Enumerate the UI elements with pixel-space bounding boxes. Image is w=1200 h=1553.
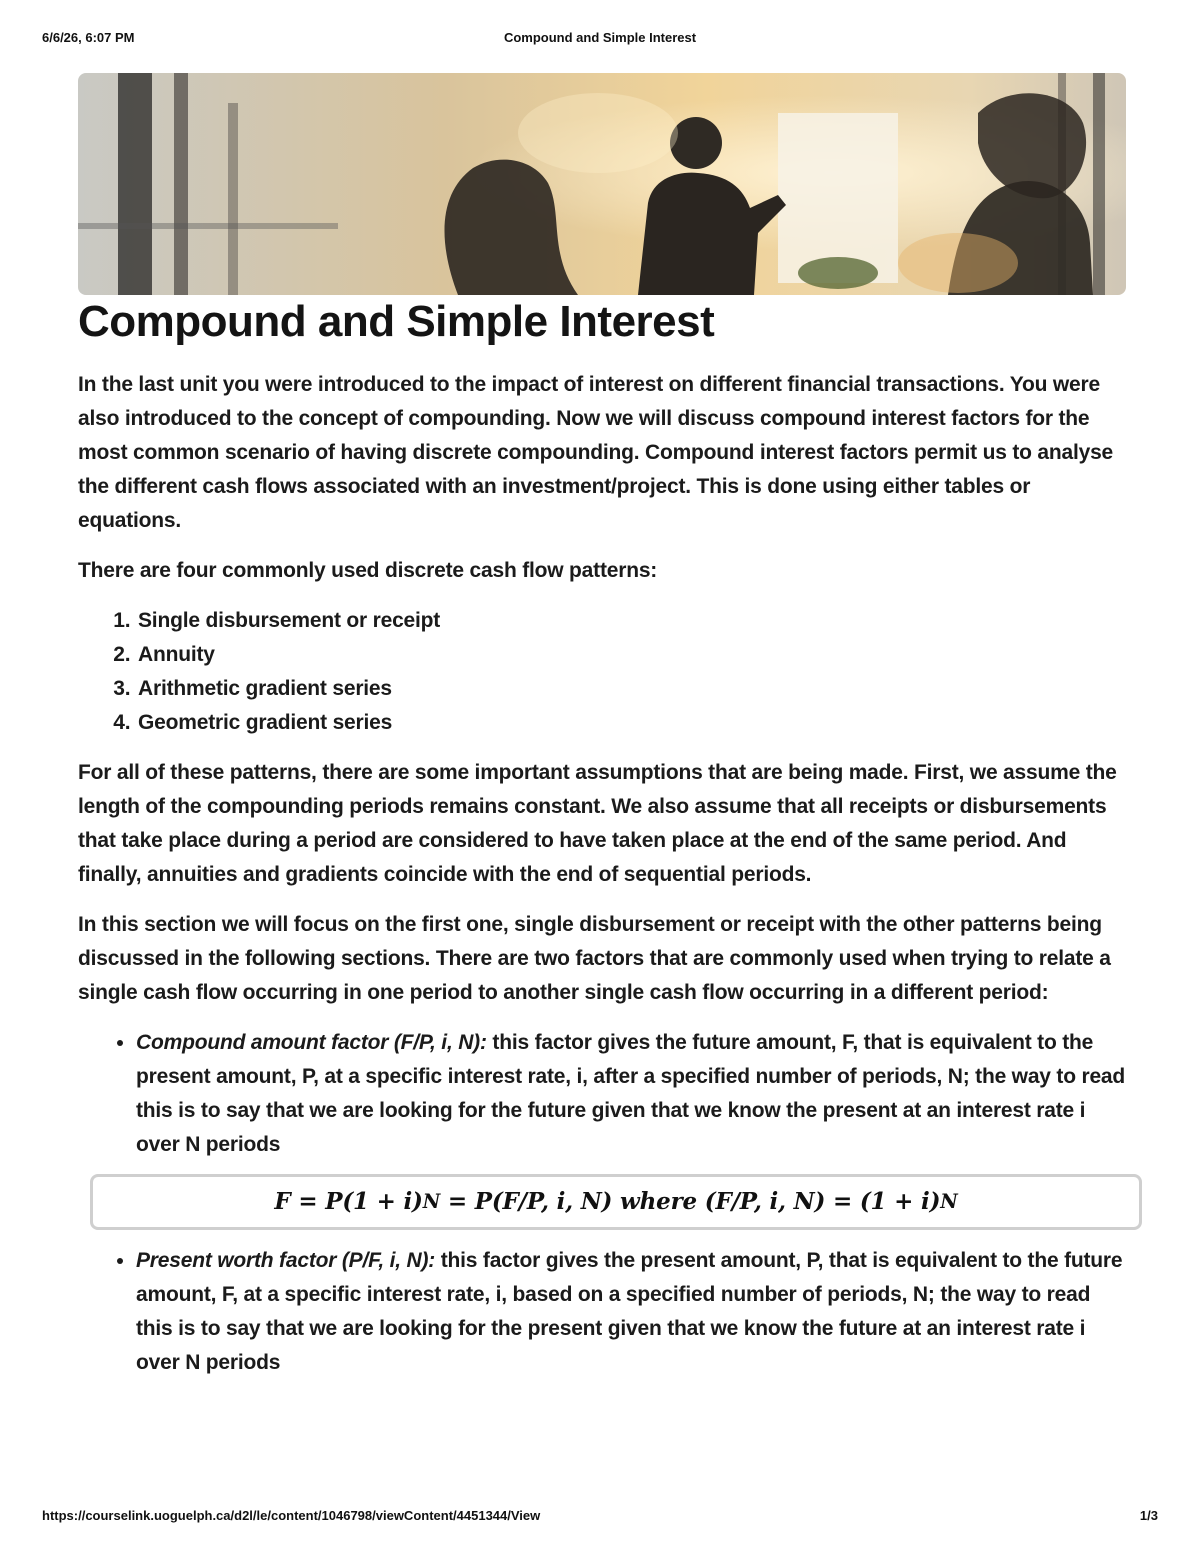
- list-item: [136, 1244, 1128, 1380]
- factor-description: this factor gives the future amount, F, that is equivalent to the present amount, P, at a specific interest rate, i, after a specified number of periods, N; the way to read this is to say that we are looking for the future given that we know the present at an interest rate i over N periods: [136, 1031, 1126, 1156]
- print-header: [42, 30, 1158, 50]
- print-footer: [42, 1508, 1158, 1528]
- focus-paragraph: In this section we will focus on the first one, single disbursement or receipt with the other patterns being discussed in the following sections. There are two factors that are commonly used when trying to relate a single cash flow occurring in one period to another single cash flow occurring in a different period:: [78, 913, 1111, 1004]
- article-content: [78, 294, 1128, 1392]
- intro-paragraph: In the last unit you were introduced to the impact of interest on different financial transactions. You were also introduced to the concept of compounding. Now we will discuss compound interest factors for the most common scenario of having discrete compounding. Compound interest factors permit us to analyse the different cash flows associated with an investment/project. This is done using either tables or equations.: [78, 373, 1114, 532]
- office-meeting-photo-icon: [78, 73, 1126, 295]
- list-item: 1. Single disbursement or receipt: [136, 604, 1128, 638]
- list-item: [136, 1026, 1128, 1162]
- print-date: 6/6/26, 6:07 PM: [42, 30, 135, 45]
- patterns-list: [78, 604, 1128, 740]
- page-title: Compound and Simple Interest: [78, 297, 715, 346]
- factor-term: Present worth factor (P/F, i, N):: [136, 1249, 436, 1272]
- list-item: 4. Geometric gradient series: [136, 706, 1128, 740]
- patterns-intro: There are four commonly used discrete cash flow patterns:: [78, 559, 658, 582]
- formula-exponent: N: [940, 1190, 958, 1213]
- print-title: Compound and Simple Interest: [503, 30, 697, 45]
- formula-main: F = P(1 + i): [274, 1188, 423, 1215]
- assumptions-paragraph: For all of these patterns, there are some important assumptions that are being made. First, we assume the length of the compounding periods remains constant. We also assume that all receipts or disbursements that take place during a period are considered to have taken place at the end of the same period. And finally, annuities and gradients coincide with the end of sequential periods.: [78, 761, 1117, 886]
- page-number: 1/3: [1139, 1508, 1158, 1523]
- factor-term: Compound amount factor (F/P, i, N):: [136, 1031, 487, 1054]
- factors-list: [78, 1244, 1128, 1380]
- banner-image: [78, 73, 1126, 295]
- list-item: 3. Arithmetic gradient series: [136, 672, 1128, 706]
- factors-list: [78, 1026, 1128, 1162]
- formula-rest: = P(F/P, i, N) where (F/P, i, N) = (1 + i): [440, 1188, 941, 1215]
- page-url: https://courselink.uoguelph.ca/d2l/le/content/1046798/viewContent/4451344/View: [42, 1508, 541, 1523]
- formula-box: [90, 1174, 1142, 1230]
- factor-description: this factor gives the present amount, P, that is equivalent to the future amount, F, at a specific interest rate, i, based on a specified number of periods, N; the way to read this is to say that we are looking for the present given that we know the future at an interest rate i over N periods: [136, 1249, 1123, 1374]
- formula-exponent: N: [422, 1190, 441, 1213]
- list-item: 2. Annuity: [136, 638, 1128, 672]
